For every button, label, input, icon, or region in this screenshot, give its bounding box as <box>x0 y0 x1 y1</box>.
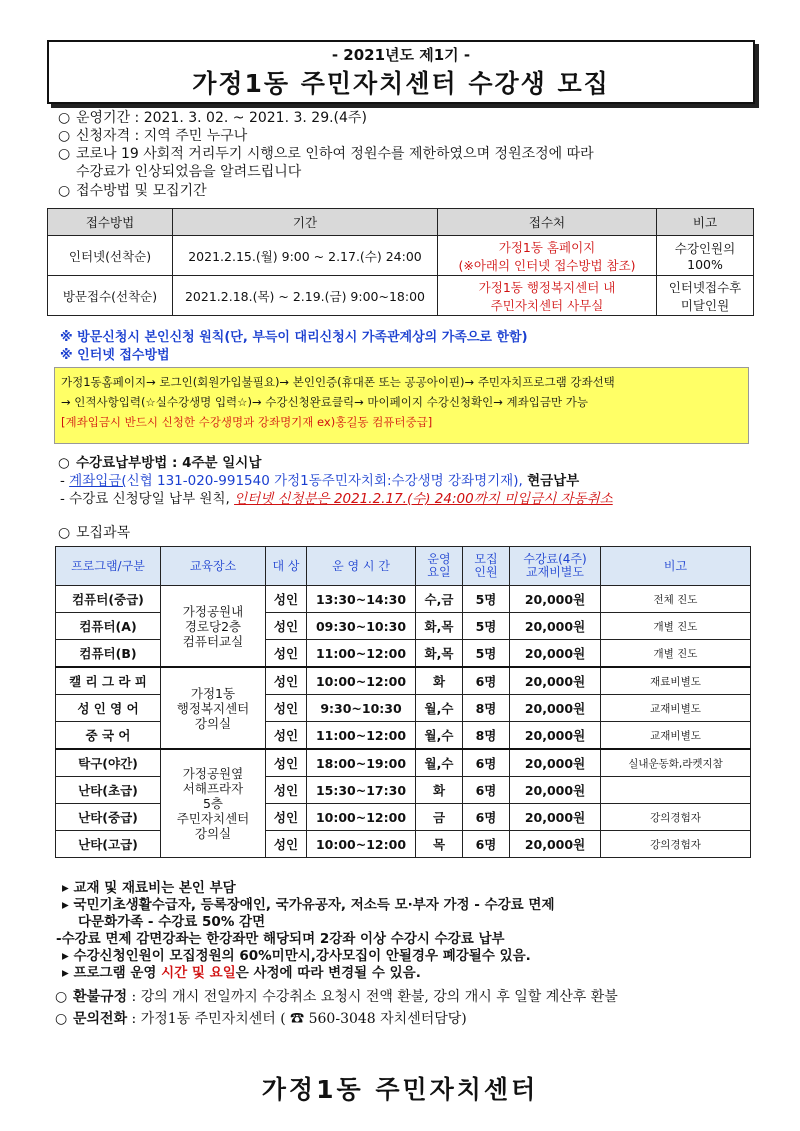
notes <box>60 329 528 365</box>
courses-heading: ○ 모집과목 <box>58 525 131 541</box>
cell-program: 캘 리 그 라 피 <box>56 667 161 695</box>
cell-count: 8명 <box>463 722 510 750</box>
header-note: 비고 <box>601 547 751 586</box>
cell-note: 재료비별도 <box>601 667 751 695</box>
table-row <box>56 749 751 777</box>
header-location: 교육장소 <box>161 547 266 586</box>
bullet-2: ▸ 국민기초생활수급자, 등록장애인, 국가유공자, 저소득 모·부자 가정 - 수강료 면제 <box>62 897 555 913</box>
bullet-3: -수강료 면제 감면강좌는 한강좌만 해당되며 2강좌 이상 수강시 수강료 납부 <box>56 931 505 947</box>
table-row <box>56 640 751 668</box>
internet-note: ※ 인터넷 접수방법 <box>60 348 170 363</box>
cell-place <box>438 236 657 276</box>
cell-program: 난타(중급) <box>56 804 161 831</box>
place-line-1: 가정1동 홈페이지 <box>498 239 596 255</box>
cell-fee: 20,000원 <box>510 804 601 831</box>
cell-note <box>601 777 751 804</box>
bullet-1: ▸ 교재 및 재료비는 본인 부담 <box>62 880 236 896</box>
cell-time: 9:30~10:30 <box>307 695 416 722</box>
refund-section <box>55 986 618 1030</box>
cash-label: 현금납부 <box>527 473 580 489</box>
cell-time: 11:00~12:00 <box>307 640 416 668</box>
table-row <box>48 236 754 276</box>
refund-label: 환불규정 <box>73 989 128 1005</box>
payment-heading: ○ 수강료납부방법 : 4주분 일시납 <box>58 455 262 471</box>
footer-title: 가정1동 주민자치센터 <box>261 1075 539 1104</box>
account-prefix: - <box>60 473 70 489</box>
deadline-red: 인터넷 신청분은 2021.2.17.(수) 24:00까지 미입금시 자동취소 <box>234 491 613 507</box>
header-count: 모집 인원 <box>463 547 510 586</box>
note-line-1: 인터넷접수후 <box>668 279 742 295</box>
method-heading: ○ 접수방법 및 모집기간 <box>58 183 207 199</box>
cell-target: 성인 <box>266 831 307 858</box>
cell-count: 5명 <box>463 613 510 640</box>
cell-days: 화,목 <box>416 613 463 640</box>
cell-fee: 20,000원 <box>510 586 601 613</box>
contact-label: 문의전화 <box>73 1011 128 1027</box>
cell-days: 화 <box>416 667 463 695</box>
page-title: 가정1동 주민자치센터 수강생 모집 <box>192 69 610 98</box>
cell-period: 2021.2.18.(목) ~ 2.19.(금) 9:00~18:00 <box>173 276 438 316</box>
contact-text: : 가정1동 주민자치센터 ( ☎ 560-3048 자치센터담당) <box>127 1011 467 1027</box>
account-info: 신협 131-020-991540 가정1동주민자치회:수강생명 강좌명기재), <box>126 473 528 489</box>
cell-time: 11:00~12:00 <box>307 722 416 750</box>
payment-section <box>58 454 613 508</box>
period-line: ○ 운영기간 : 2021. 3. 02. ~ 2021. 3. 29.(4주) <box>58 110 367 126</box>
header-target: 대 상 <box>266 547 307 586</box>
table-row <box>56 831 751 858</box>
cell-fee: 20,000원 <box>510 831 601 858</box>
cell-time: 10:00~12:00 <box>307 831 416 858</box>
cell-note: 강의경험자 <box>601 804 751 831</box>
cell-fee: 20,000원 <box>510 640 601 668</box>
cell-note: 전체 진도 <box>601 586 751 613</box>
table-row <box>56 804 751 831</box>
cell-program: 난타(초급) <box>56 777 161 804</box>
course-table-body <box>56 586 751 858</box>
steps-line-1: 가정1동홈페이지→ 로그인(회원가입불필요)→ 본인인증(휴대폰 또는 공공아이핀)→ 주민자치프로그램 강좌선택 <box>61 375 615 389</box>
cell-days: 월,수 <box>416 749 463 777</box>
reception-table <box>47 208 754 316</box>
contact-line: ○ 문의전화 : 가정1동 주민자치센터 ( ☎ 560-3048 자치센터담당) <box>55 1011 467 1027</box>
cell-fee: 20,000원 <box>510 667 601 695</box>
cell-fee: 20,000원 <box>510 695 601 722</box>
header-fee: 수강료(4주) 교재비별도 <box>510 547 601 586</box>
method-heading-text: 접수방법 및 모집기간 <box>76 183 207 199</box>
qualification-line: ○ 신청자격 : 지역 주민 누구나 <box>58 128 248 144</box>
steps-line-3: [계좌입금시 반드시 신청한 수강생명과 강좌명기재 ex)홍길동 컴퓨터중급] <box>61 415 433 429</box>
refund-text: : 강의 개시 전일까지 수강취소 요청시 전액 환불, 강의 개시 후 일할 계산후 환불 <box>127 989 618 1005</box>
place-line-2: 주민자치센터 사무실 <box>490 297 604 313</box>
table-row <box>56 777 751 804</box>
header-method: 접수방법 <box>48 209 173 236</box>
cell-note: 교재비별도 <box>601 722 751 750</box>
courses-heading-text: 모집과목 <box>76 525 131 541</box>
cell-time: 15:30~17:30 <box>307 777 416 804</box>
payment-deadline-line <box>58 490 613 508</box>
cell-program: 컴퓨터(A) <box>56 613 161 640</box>
cell-period: 2021.2.15.(월) 9:00 ~ 2.17.(수) 24:00 <box>173 236 438 276</box>
bullet-5-post: 은 사정에 따라 변경될 수 있음. <box>235 965 421 981</box>
header-time: 운 영 시 간 <box>307 547 416 586</box>
cell-time: 10:00~12:00 <box>307 804 416 831</box>
cell-program: 컴퓨터(중급) <box>56 586 161 613</box>
place-line-2: (※아래의 인터넷 접수방법 참조) <box>458 257 636 273</box>
subtitle: - 2021년도 제1기 - <box>331 46 471 64</box>
table-header-row <box>48 209 754 236</box>
cell-note: 개별 진도 <box>601 613 751 640</box>
place-line-1: 가정1동 행정복지센터 내 <box>478 279 616 295</box>
cell-count: 6명 <box>463 831 510 858</box>
cell-program: 탁구(야간) <box>56 749 161 777</box>
cell-method: 인터넷(선착순) <box>48 236 173 276</box>
cell-time: 18:00~19:00 <box>307 749 416 777</box>
cell-days: 수,금 <box>416 586 463 613</box>
covid-line: ○ 코로나 19 사회적 거리두기 시행으로 인하여 정원수를 제한하였으며 정원조정에 따라 <box>58 146 594 162</box>
cell-target: 성인 <box>266 722 307 750</box>
title-box <box>47 40 755 104</box>
cell-count: 5명 <box>463 586 510 613</box>
note-line-1: 수강인원의 <box>674 241 736 256</box>
course-table <box>55 546 751 858</box>
cell-note: 개별 진도 <box>601 640 751 668</box>
cell-program: 컴퓨터(B) <box>56 640 161 668</box>
internet-steps-box <box>54 367 749 444</box>
cell-target: 성인 <box>266 613 307 640</box>
header-program: 프로그램/구분 <box>56 547 161 586</box>
cell-target: 성인 <box>266 586 307 613</box>
cell-program: 중 국 어 <box>56 722 161 750</box>
bullets <box>56 880 555 982</box>
cell-days: 월,수 <box>416 695 463 722</box>
cell-count: 6명 <box>463 749 510 777</box>
payment-heading-text: 수강료납부방법 : 4주분 일시납 <box>76 455 262 471</box>
cell-days: 월,수 <box>416 722 463 750</box>
cell-count: 8명 <box>463 695 510 722</box>
cell-note <box>657 236 754 276</box>
bullet-5 <box>62 965 555 982</box>
cell-place <box>438 276 657 316</box>
deadline-prefix: - 수강료 신청당일 납부 원칙, <box>60 491 235 507</box>
cell-count: 5명 <box>463 640 510 668</box>
cell-time: 09:30~10:30 <box>307 613 416 640</box>
cell-days: 화,목 <box>416 640 463 668</box>
cell-target: 성인 <box>266 640 307 668</box>
header-place: 접수처 <box>438 209 657 236</box>
cell-target: 성인 <box>266 804 307 831</box>
bullet-2b: 다문화가족 - 수강료 50% 감면 <box>78 914 266 930</box>
covid-text-1: 코로나 19 사회적 거리두기 시행으로 인하여 정원수를 제한하였으며 정원조정에 따라 <box>76 146 594 162</box>
covid-line-2: 수강료가 인상되었음을 알려드립니다 <box>76 164 302 180</box>
cell-note <box>657 276 754 316</box>
cell-fee: 20,000원 <box>510 777 601 804</box>
cell-location: 가정1동 행정복지센터 강의실 <box>161 667 266 749</box>
note-line-2: 미달인원 <box>680 297 730 313</box>
qualification-text: 신청자격 : 지역 주민 누구나 <box>76 128 248 144</box>
cell-fee: 20,000원 <box>510 722 601 750</box>
table-row <box>56 695 751 722</box>
visit-note: ※ 방문신청시 본인신청 원칙(단, 부득이 대리신청시 가족관계상의 가족으로 한함) <box>60 330 528 345</box>
table-row <box>48 276 754 316</box>
cell-days: 화 <box>416 777 463 804</box>
note-line-2: 100% <box>687 257 723 272</box>
cell-target: 성인 <box>266 749 307 777</box>
cell-count: 6명 <box>463 804 510 831</box>
bullet-5-pre: ▸ 프로그램 운영 <box>62 965 162 981</box>
cell-target: 성인 <box>266 695 307 722</box>
cell-count: 6명 <box>463 667 510 695</box>
cell-days: 목 <box>416 831 463 858</box>
bullet-5-red: 시간 및 요일 <box>161 965 236 981</box>
cell-note: 실내운동화,라켓지참 <box>601 749 751 777</box>
table-row <box>56 613 751 640</box>
cell-method: 방문접수(선착순) <box>48 276 173 316</box>
table-row <box>56 586 751 613</box>
cell-location: 가정공원옆 서해프라자 5층 주민자치센터 강의실 <box>161 749 266 858</box>
cell-count: 6명 <box>463 777 510 804</box>
payment-account-line <box>58 472 613 490</box>
cell-program: 난타(고급) <box>56 831 161 858</box>
cell-target: 성인 <box>266 777 307 804</box>
cell-fee: 20,000원 <box>510 749 601 777</box>
account-label: 계좌입금( <box>69 473 127 489</box>
cell-time: 10:00~12:00 <box>307 667 416 695</box>
period-text: 운영기간 : 2021. 3. 02. ~ 2021. 3. 29.(4주) <box>76 110 367 126</box>
cell-time: 13:30~14:30 <box>307 586 416 613</box>
table-row <box>56 667 751 695</box>
cell-target: 성인 <box>266 667 307 695</box>
header-days: 운영 요일 <box>416 547 463 586</box>
refund-line: ○ 환불규정 : 강의 개시 전일까지 수강취소 요청시 전액 환불, 강의 개시 후 일할 계산후 환불 <box>55 989 618 1005</box>
bullet-4: ▸ 수강신청인원이 모집정원의 60%미만시,강사모집이 안될경우 폐강될수 있음. <box>62 948 531 964</box>
header-period: 기간 <box>173 209 438 236</box>
cell-note: 강의경험자 <box>601 831 751 858</box>
cell-program: 성 인 영 어 <box>56 695 161 722</box>
steps-line-2: → 인적사항입력(☆실수강생명 입력☆)→ 수강신청완료클릭→ 마이페이지 수강신청확인→ 계좌입금만 가능 <box>61 395 588 409</box>
table-row <box>56 722 751 750</box>
header-note: 비고 <box>657 209 754 236</box>
table-header-row <box>56 547 751 586</box>
cell-note: 교재비별도 <box>601 695 751 722</box>
cell-days: 금 <box>416 804 463 831</box>
cell-fee: 20,000원 <box>510 613 601 640</box>
cell-location: 가정공원내 경로당2층 컴퓨터교실 <box>161 586 266 668</box>
